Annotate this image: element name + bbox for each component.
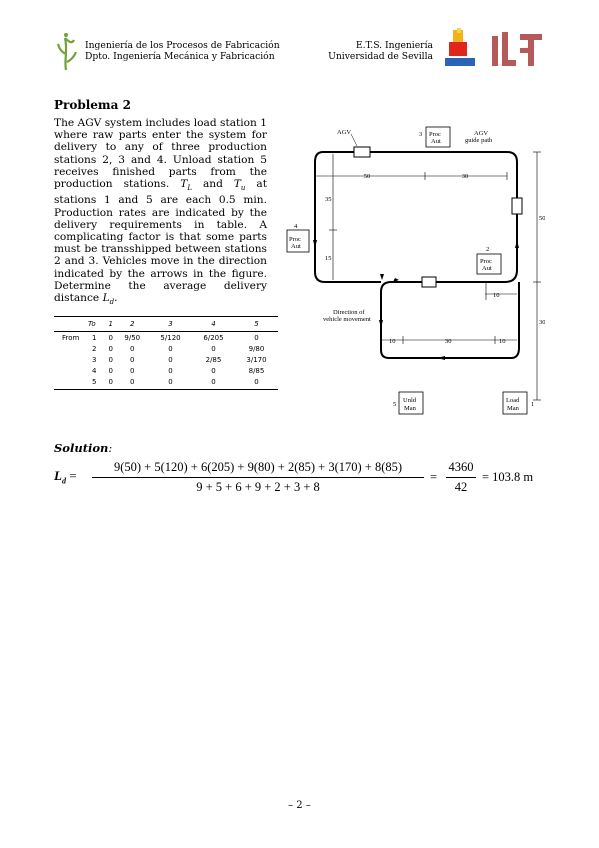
table-from-label: From: [62, 333, 80, 342]
symbol-tu-sub: u: [240, 184, 246, 193]
station-2-number: 2: [486, 246, 490, 253]
dimension-label: 10: [499, 338, 506, 345]
station-2-label: Proc: [480, 258, 492, 265]
dimension-label: 10: [493, 292, 500, 299]
table-cell: 0: [130, 366, 135, 375]
table-col-header: 2: [116, 317, 150, 332]
table-row-station: 3: [92, 355, 97, 364]
table-cell: 6/205: [203, 333, 224, 342]
symbol-ld: L: [102, 291, 110, 304]
header-school: E.T.S. Ingeniería: [355, 40, 433, 51]
problem-text-part1: The AGV system includes load station 1 where raw parts enter the system for delivery to any of three production stations 2, 3 and 4. Unload station 5 receives finished parts from the production stations.: [54, 117, 267, 191]
dimension-label: 35: [325, 196, 332, 203]
agv-label: AGV: [337, 129, 352, 136]
table-row-station: 1: [92, 333, 97, 342]
table-cell: 2/85: [205, 355, 222, 364]
table-cell: 0: [108, 366, 114, 375]
table-cell: 9/50: [124, 333, 141, 342]
dimension-label: 30: [539, 319, 545, 326]
arrow-down-icon: [380, 274, 384, 280]
dimension-label: 10: [389, 338, 396, 345]
station-5-label: Unld: [403, 397, 416, 404]
problem-title: Problema 2: [54, 98, 131, 112]
table-to-label: To: [88, 317, 106, 332]
station-4-label: Proc: [289, 236, 301, 243]
symbol-ld-sub: d: [109, 298, 115, 307]
header-department: Dpto. Ingeniería Mecánica y Fabricación: [85, 51, 275, 62]
table-cell: 0: [130, 344, 135, 353]
table-row: [54, 343, 278, 354]
sevilla-logo-icon: [54, 30, 78, 72]
table-row: [54, 332, 278, 344]
agv-vehicle-icon: [422, 277, 436, 287]
table-cell: 0: [130, 355, 135, 364]
arrow-down-icon: [313, 240, 317, 248]
table-cell: 0: [149, 376, 192, 390]
arrow-down-icon: [379, 320, 383, 328]
table-header-row: [54, 317, 278, 332]
dimension-label: 30: [445, 338, 452, 345]
table-cell: 0: [168, 355, 173, 364]
station-1-label: Man: [507, 405, 519, 412]
problem-text-part2: at stations 1 and 5 are each 0.5 min. Production rates are indicated by the delivery requirements in table. A complicating factor is that some parts must be transshipped between stations 2 and 3. Vehicles move in the direction indicated by the arrows in the figure. Determine the average delivery distance: [54, 178, 267, 304]
header-course: Ingeniería de los Procesos de Fabricación: [85, 40, 280, 51]
symbol-tu: T: [233, 178, 241, 191]
table-col-header: 5: [235, 317, 278, 332]
header-university: Universidad de Sevilla: [328, 51, 433, 62]
header-right: [328, 40, 433, 62]
table-cell: 0: [106, 376, 116, 390]
table-row: [54, 365, 278, 376]
dimension-lines: [315, 152, 541, 400]
station-5-label: Man: [404, 405, 416, 412]
table-cell: 9/80: [248, 344, 265, 353]
symbol-tl-sub: L: [187, 184, 192, 193]
agv-vehicle-icon: [354, 147, 370, 157]
formula-numerator: 9(50) + 5(120) + 6(205) + 9(80) + 2(85) + 3(170) + 8(85): [113, 460, 403, 474]
formula-result-numerator: 4360: [448, 460, 474, 474]
solution-formula: [54, 460, 544, 510]
solution-label: Solution:: [54, 441, 113, 455]
station-3-number: 3: [419, 131, 423, 138]
station-2-label: Aut: [482, 265, 492, 272]
symbol-tl: T: [180, 178, 188, 191]
problem-text-end: .: [114, 291, 118, 304]
formula-fraction-bar: [92, 477, 424, 478]
table-row: [54, 376, 278, 390]
table-cell: 0: [108, 355, 114, 364]
table-cell: 0: [235, 376, 278, 390]
guide-path-label: AGV: [474, 130, 489, 137]
station-4-label: Aut: [291, 243, 301, 250]
header-left: [85, 40, 280, 62]
guide-path-label: guide path: [465, 137, 493, 144]
university-logo-icon: [490, 30, 546, 70]
table-cell: 0: [116, 376, 150, 390]
table-cell: 0: [211, 344, 216, 353]
agv-layout-diagram: [285, 120, 545, 425]
formula-equals: =: [430, 470, 438, 484]
station-3-label: Aut: [431, 138, 441, 145]
problem-statement: [54, 117, 267, 308]
formula-denominator: 9 + 5 + 6 + 9 + 2 + 3 + 8: [196, 480, 320, 494]
table-cell: 3/170: [246, 355, 267, 364]
station-4-number: 4: [294, 223, 298, 230]
table-cell: 0: [192, 376, 235, 390]
table-row-station: 2: [92, 344, 97, 353]
table-row-station: 5: [88, 376, 106, 390]
station-1-number: 1: [531, 401, 535, 408]
delivery-table: [54, 316, 278, 390]
dimension-label: 50: [363, 173, 371, 180]
table-cell: 0: [108, 344, 114, 353]
table-cell: 0: [168, 344, 173, 353]
table-cell: 0: [254, 333, 259, 342]
problem-text-and: and: [191, 178, 234, 191]
arrow-up-icon: [515, 240, 519, 248]
etsi-logo-icon: [443, 28, 479, 70]
table-col-header: 3: [149, 317, 192, 332]
station-1-label: Load: [506, 397, 520, 404]
table-col-header: 4: [192, 317, 235, 332]
dimension-label: 15: [325, 255, 332, 262]
dimension-label: 50: [539, 215, 545, 222]
formula-result-bar: [446, 477, 476, 478]
formula-result: = 103.8 m: [482, 470, 534, 484]
table-cell: 8/85: [248, 366, 265, 375]
agv-vehicle-icon: [512, 198, 522, 214]
direction-note: Direction of: [333, 309, 365, 316]
arrow-left-icon: [437, 356, 445, 360]
station-5-number: 5: [393, 401, 397, 408]
table-cell: 0: [211, 366, 216, 375]
direction-note: vehicle movement: [323, 316, 371, 323]
table-row: [54, 354, 278, 365]
formula-lhs: $L_d$ =: [54, 468, 77, 486]
table-row-station: 4: [92, 366, 97, 375]
dimension-label: 30: [461, 173, 469, 180]
table-cell: 0: [108, 333, 114, 342]
table-cell: 0: [168, 366, 173, 375]
page-number: – 2 –: [288, 800, 311, 811]
station-3-label: Proc: [429, 131, 441, 138]
table-cell: 5/120: [160, 333, 181, 342]
formula-result-denominator: 42: [454, 480, 468, 494]
table-col-header: 1: [106, 317, 116, 332]
